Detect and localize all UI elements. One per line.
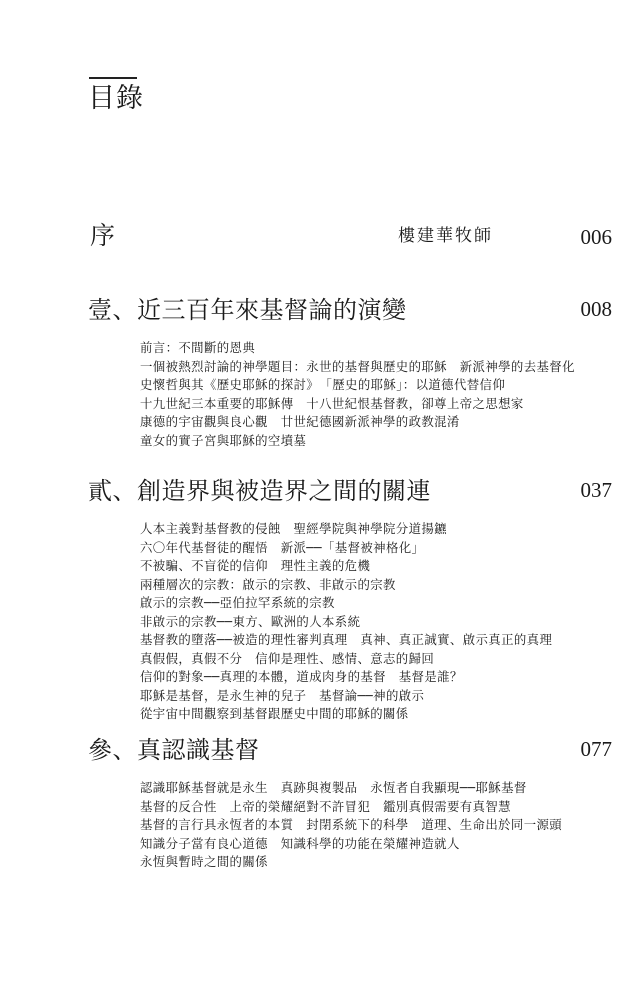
topic-line: 從宇宙中間觀察到基督跟歷史中間的耶穌的關係 — [140, 706, 409, 721]
chapter-topics — [140, 520, 616, 724]
topic-line: 不被騙、不盲從的信仰 理性主義的危機 — [140, 558, 371, 573]
chapter-title: 貳、創造界與被造界之間的關連 — [88, 477, 431, 505]
topic-line: 真假假，真假不分 信仰是理性、感情、意志的歸回 — [140, 650, 435, 666]
topic-line: 童女的實子宮與耶穌的空墳墓 — [140, 432, 307, 448]
chapter-heading — [88, 292, 612, 332]
chapter-page-number: 008 — [580, 297, 612, 321]
chapter-title: 壹、近三百年來基督論的演變 — [88, 296, 407, 324]
topic-line: 基督的言行具永恆者的本質 封閉系統下的科學 道理、生命出於同一源頭 — [140, 817, 563, 832]
topic-line: 啟示的宗教──亞伯拉罕系統的宗教 — [140, 595, 335, 610]
topic-line: 兩種層次的宗教：啟示的宗教、非啟示的宗教 — [140, 576, 396, 592]
preface-title: 序 — [90, 221, 116, 250]
preface-author: 樓建華牧師 — [398, 226, 493, 246]
topic-line: 一個被熱烈討論的神學題目：永世的基督與歷史的耶穌 新派神學的去基督化 — [140, 358, 575, 374]
chapter-heading — [88, 732, 612, 772]
title-rule — [89, 77, 137, 79]
topic-line: 耶穌是基督，是永生神的兒子 基督論──神的啟示 — [140, 687, 425, 703]
topic-line: 史懷哲與其《歷史耶穌的探討》 「歷史的耶穌」：以道德代替信仰 — [140, 377, 506, 392]
chapter-heading — [88, 473, 612, 513]
chapter-entry-2 — [88, 473, 612, 721]
chapter-page-number: 077 — [580, 737, 612, 761]
topic-line: 非啟示的宗教──東方、歐洲的人本系統 — [140, 613, 361, 629]
chapter-entry-3 — [88, 732, 612, 869]
topic-line: 認識耶穌基督就是永生 真跡與複製品 永恆者自我顯現──耶穌基督 — [140, 780, 527, 795]
preface-page-number: 006 — [580, 225, 612, 249]
chapter-title: 參、真認識基督 — [88, 736, 260, 764]
preface-entry — [90, 219, 612, 253]
chapter-topics — [140, 779, 616, 872]
topic-line: 十九世紀三本重要的耶穌傳 十八世紀恨基督教，卻尊上帝之思想家 — [140, 395, 524, 411]
chapter-topics — [140, 339, 616, 450]
topic-line: 基督教的墮落──被造的理性審判真理 真神、真正誠實、啟示真正的真理 — [140, 632, 553, 647]
topic-line: 信仰的對象──真理的本體，道成肉身的基督 基督是誰？ — [140, 669, 463, 684]
topic-line: 基督的反合性 上帝的榮耀絕對不許冒犯 鑑別真假需要有真智慧 — [140, 798, 511, 814]
topic-line: 康德的宇宙觀與良心觀 廿世紀德國新派神學的政教混淆 — [140, 414, 460, 429]
topic-line: 人本主義對基督教的侵蝕 聖經學院與神學院分道揚鑣 — [140, 521, 447, 536]
topic-line: 知識分子當有良心道德 知識科學的功能在榮耀神造就人 — [140, 835, 460, 851]
chapter-entry-1 — [88, 292, 612, 448]
topic-line: 永恆與暫時之間的關係 — [140, 854, 268, 869]
chapter-page-number: 037 — [580, 478, 612, 502]
page-title: 目錄 — [88, 83, 144, 114]
topic-line: 六〇年代基督徒的醒悟 新派──「基督被神格化」 — [140, 539, 425, 555]
topic-line: 前言：不間斷的恩典 — [140, 340, 256, 355]
